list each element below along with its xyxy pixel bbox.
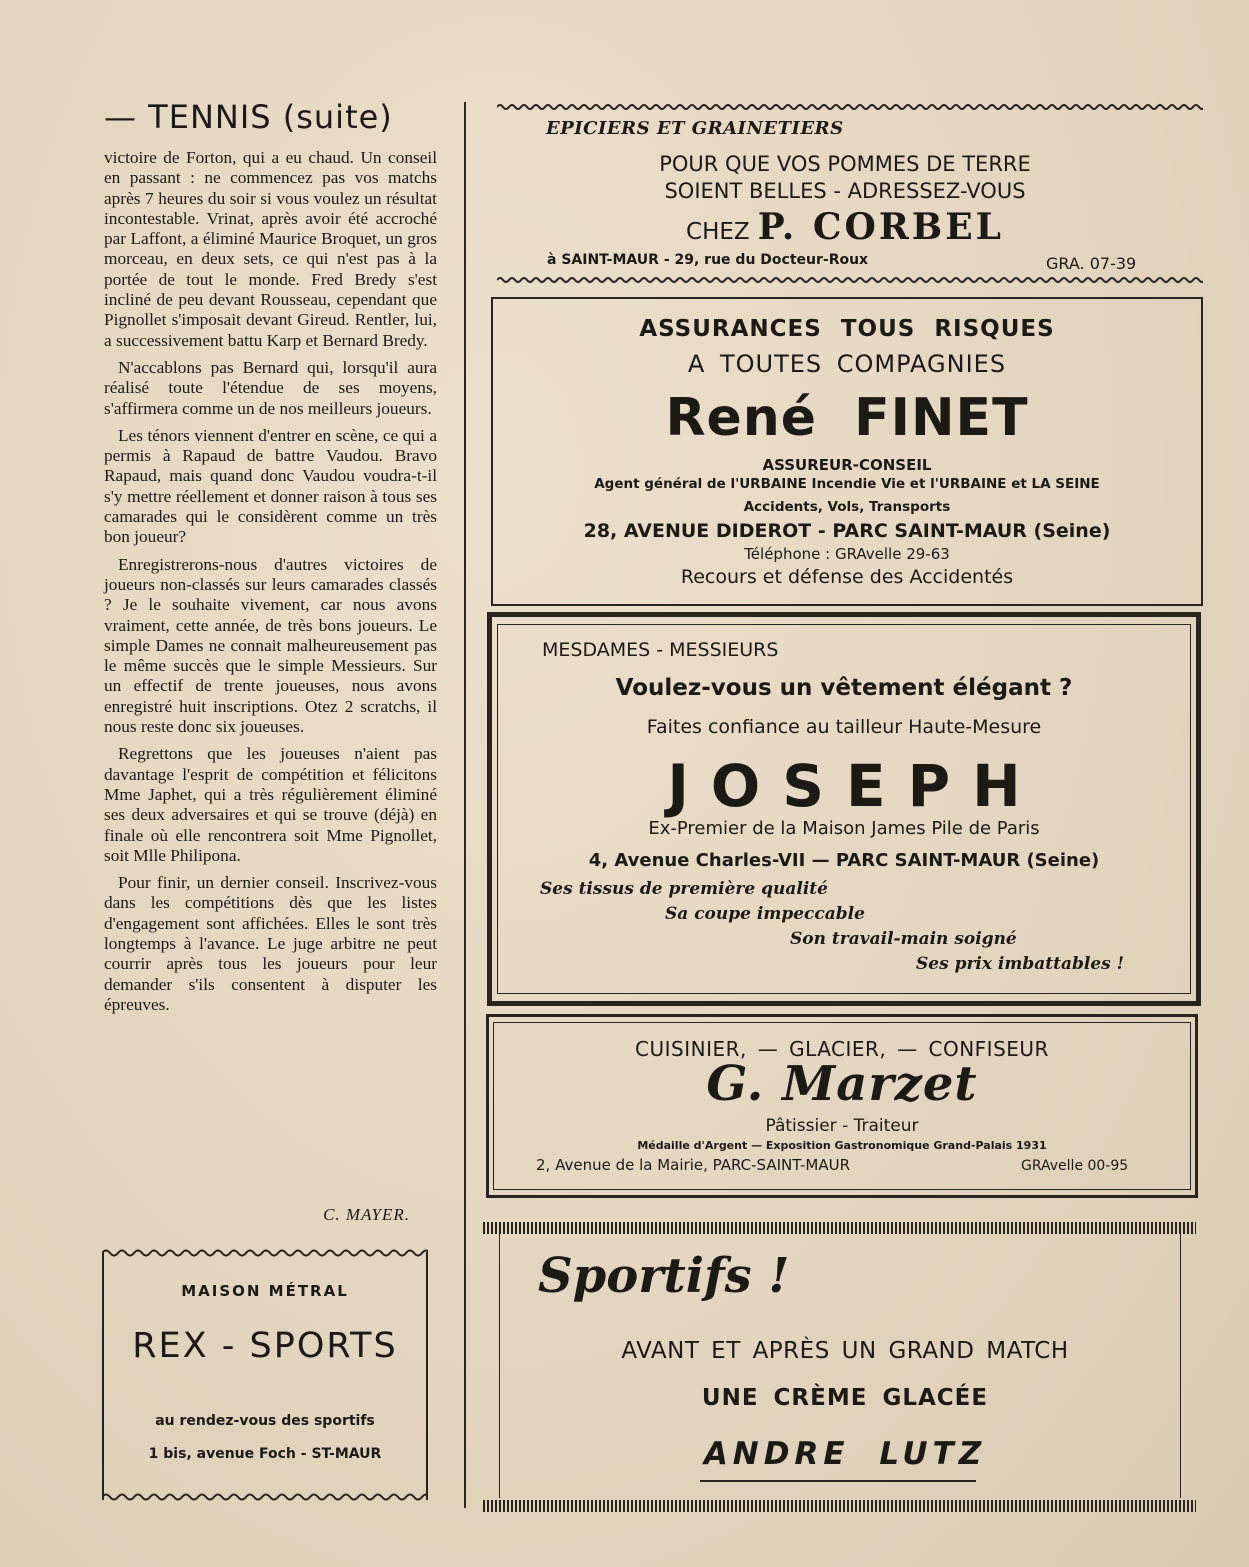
finet-agent: Agent général de l'URBAINE Incendie Vie et l'URBAINE et LA SEINE — [594, 476, 1100, 492]
wavy-rule-top — [497, 102, 1203, 112]
corbel-brand: P. CORBEL — [757, 206, 1004, 248]
corbel-chez: CHEZ — [686, 219, 750, 245]
lutz-title: Sportifs ! — [538, 1248, 790, 1304]
article-body — [104, 148, 437, 1015]
joseph-quality: Sa coupe impeccable — [665, 904, 865, 924]
joseph-faites: Faites confiance au tailleur Haute-Mesure — [646, 716, 1042, 738]
finet-role: ASSUREUR-CONSEIL — [762, 456, 932, 474]
finet-line-2: A TOUTES COMPAGNIES — [687, 350, 1007, 378]
wavy-border-top — [102, 1248, 428, 1258]
joseph-brand: JOSEPH — [667, 752, 1043, 820]
marzet-phone: GRAvelle 00-95 — [1021, 1158, 1129, 1174]
article-title: — TENNIS (suite) — [104, 98, 393, 136]
article-paragraph: N'accablons pas Bernard qui, lorsqu'il aura réalisé toute l'étendue de ses moyens, s'affirmera comme un de nos meilleurs joueurs. — [104, 357, 437, 418]
rex-title: REX - SPORTS — [132, 1326, 398, 1366]
article-paragraph: Enregistrerons-nous d'autres victoires de joueurs non-classés sur leurs camarades classés ? Je le souhaite vivement, car nous avons vraiment, cette année, de très bons joueurs. Le simple Dames ne connait malheureusement pas le même succès que le simple Messieurs. Sur un effectif de trente joueuses, nous avons enregistré huit inscriptions. Otez 2 scratchs, il nous reste donc six joueuses. — [104, 554, 437, 737]
finet-address: 28, AVENUE DIDEROT - PARC SAINT-MAUR (Seine) — [583, 520, 1111, 542]
finet-phone: Téléphone : GRAvelle 29-63 — [744, 545, 950, 563]
marzet-sub: Pâtissier - Traiteur — [765, 1116, 919, 1136]
article-paragraph: Pour finir, un dernier conseil. Inscrivez-vous dans les compétitions dès que les listes d'engagement sont affichées. Elles le sont très longtemps à l'avance. Le juge arbitre ne peut courrir après tous les joueurs pour leur demander s'ils consentent à disputer les épreuves. — [104, 873, 437, 1014]
article-paragraph: Regrettons que les joueuses n'aient pas davantage l'esprit de compétition et félicitons Mme Japhet, qui a très régulièrement éliminé ses deux adversaires et qui se trouve (déjà) en finale où elle rencontrera soit Mme Pignollet, soit Mlle Philipona. — [104, 744, 437, 865]
wavy-border-bottom — [102, 1492, 428, 1502]
finet-recours: Recours et défense des Accidentés — [680, 566, 1014, 588]
lutz-underline — [700, 1480, 976, 1482]
joseph-address: 4, Avenue Charles-VII — PARC SAINT-MAUR (Seine) — [588, 850, 1100, 871]
wavy-rule-bottom — [497, 275, 1203, 285]
finet-accidents: Accidents, Vols, Transports — [743, 499, 951, 515]
joseph-quality: Ses tissus de première qualité — [540, 879, 828, 899]
finet-name: René FINET — [665, 388, 1029, 448]
marzet-brand: G. Marzet — [706, 1056, 978, 1112]
hatched-bar-bottom — [483, 1500, 1196, 1512]
article-author: C. MAYER. — [323, 1205, 410, 1224]
column-divider — [464, 102, 466, 1508]
article-paragraph: Les ténors viennent d'entrer en scène, ce qui a permis à Rapaud de battre Vaudou. Bravo Rapaud, mais quand donc Vaudou voudra-t-il s'y mettre réellement et donner raison à tous ses camarades qui le considèrent comme un très bon joueur? — [104, 425, 437, 547]
corbel-chez-line — [530, 206, 1160, 248]
lutz-line-1: AVANT ET APRÈS UN GRAND MATCH — [621, 1338, 1069, 1364]
marzet-top: CUISINIER, — GLACIER, — CONFISEUR — [635, 1037, 1049, 1061]
corbel-address: à SAINT-MAUR - 29, rue du Docteur-Roux — [547, 252, 869, 268]
joseph-question: Voulez-vous un vêtement élégant ? — [615, 675, 1073, 701]
lutz-line-2: UNE CRÈME GLACÉE — [701, 1385, 989, 1411]
corbel-heading: EPICIERS ET GRAINETIERS — [546, 118, 844, 139]
rex-maison: MAISON MÉTRAL — [181, 1282, 349, 1300]
joseph-ex: Ex-Premier de la Maison James Pile de Paris — [648, 818, 1040, 839]
corbel-line-2: SOIENT BELLES - ADRESSEZ-VOUS — [664, 179, 1026, 203]
finet-line-1: ASSURANCES TOUS RISQUES — [639, 316, 1055, 342]
joseph-heading: MESDAMES - MESSIEURS — [542, 639, 779, 661]
hatched-bar-top — [483, 1222, 1196, 1234]
joseph-quality: Son travail-main soigné — [790, 929, 1017, 949]
rex-address: 1 bis, avenue Foch - ST-MAUR — [148, 1446, 382, 1462]
article-paragraph: victoire de Forton, qui a eu chaud. Un conseil en passant : ne commencez pas vos matchs après 7 heures du soir si vous voulez un résultat incontestable. Vrinat, après avoir été accroché par Laffont, a éliminé Maurice Broquet, un gros morceau, en deux sets, ce qui n'est pas à la portée de tout le monde. Fred Bredy s'est incliné de peu devant Rousseau, cependant que Pignollet s'imposait devant Gireud. Rentler, lui, a successivement battu Karp et Bernard Bredy. — [104, 148, 437, 350]
lutz-brand: ANDRE LUTZ — [703, 1436, 987, 1472]
rex-tagline: au rendez-vous des sportifs — [155, 1413, 375, 1429]
corbel-line-1: POUR QUE VOS POMMES DE TERRE — [659, 152, 1031, 176]
marzet-address: 2, Avenue de la Mairie, PARC-SAINT-MAUR — [536, 1156, 851, 1174]
marzet-medal: Médaille d'Argent — Exposition Gastronomique Grand-Palais 1931 — [637, 1139, 1047, 1152]
corbel-phone: GRA. 07-39 — [1046, 254, 1137, 273]
joseph-quality: Ses prix imbattables ! — [916, 954, 1125, 974]
